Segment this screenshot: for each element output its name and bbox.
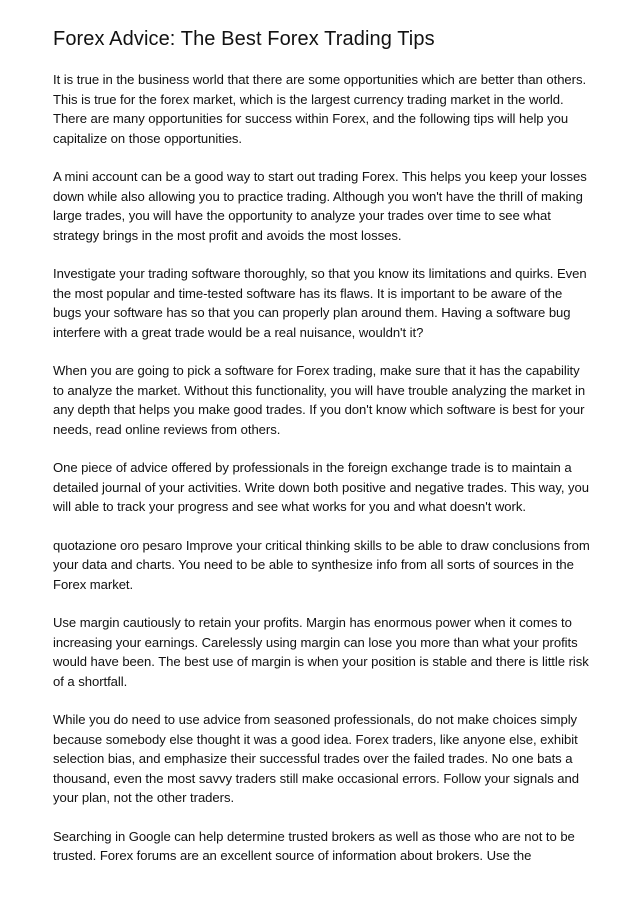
- paragraph-critical-thinking: quotazione oro pesaro Improve your critical thinking skills to be able to draw conclusions from your data and charts. You need to be able to synthesize info from all sorts of sources in the Forex market.: [53, 537, 590, 592]
- paragraph-intro: It is true in the business world that there are some opportunities which are better than others. This is true for the forex market, which is the largest currency trading market in the world. There are many opportunities for success within Forex, and the following tips will help you capitalize on those opportunities.: [53, 72, 587, 146]
- document-title: Forex Advice: The Best Forex Trading Tips: [53, 28, 435, 50]
- paragraph-software-capability: When you are going to pick a software for Forex trading, make sure that it has the capability to analyze the market. Without this functionality, you will have trouble analyzing the market in any depth that helps you make good trades. If you don't know which software is best for your needs, read online reviews from others.: [53, 363, 586, 437]
- paragraph-google-brokers: Searching in Google can help determine trusted brokers as well as those who are not to be trusted. Forex forums are an excellent source of information about brokers. Use the: [53, 828, 575, 863]
- paragraph-mini-account: A mini account can be a good way to start out trading Forex. This helps you keep your losses down while also allowing you to practice trading. Although you won't have the thrill of making large trades, you will have the opportunity to analyze your trades over time to see what strategy brings in the most profit and avoids the most losses.: [53, 169, 587, 243]
- document-page: [53, 26, 593, 885]
- paragraph-trading-software: Investigate your trading software thoroughly, so that you know its limitations and quirks. Even the most popular and time-tested software has its flaws. It is important to be aware of the bugs your software has so that you can properly plan around them. Having a software bug interfere with a great trade would be a real nuisance, wouldn't it?: [53, 266, 587, 340]
- paragraph-margin: Use margin cautiously to retain your profits. Margin has enormous power when it comes to increasing your earnings. Carelessly using margin can lose you more than what your profits would have been. The best use of margin is when your position is stable and there is little risk of a shortfall.: [53, 615, 589, 689]
- paragraph-journal: One piece of advice offered by professionals in the foreign exchange trade is to maintain a detailed journal of your activities. Write down both positive and negative trades. This way, you will able to track your progress and see what works for you and what doesn't work.: [53, 460, 589, 514]
- paragraph-advice: While you do need to use advice from seasoned professionals, do not make choices simply because somebody else thought it was a good idea. Forex traders, like anyone else, exhibit selection bias, and emphasize their successful trades over the failed trades. No one bats a thousand, even the most savvy traders still make occasional errors. Follow your signals and your plan, not the other traders.: [53, 712, 579, 805]
